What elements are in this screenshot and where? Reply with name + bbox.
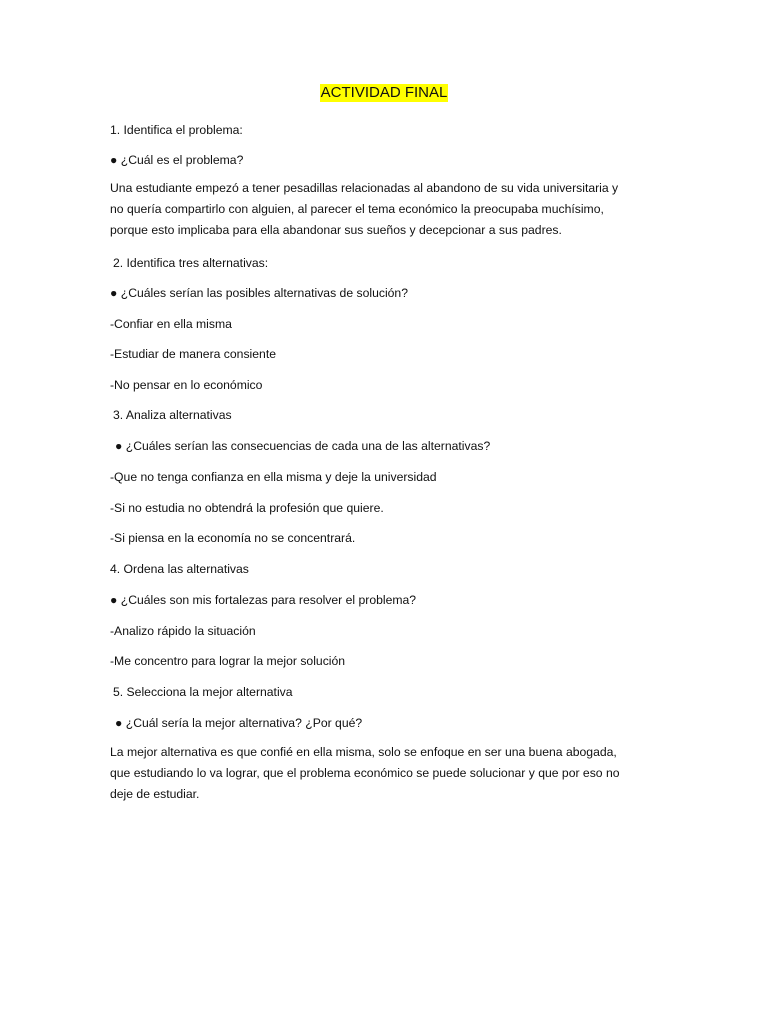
document-title: ACTIVIDAD FINAL: [320, 84, 448, 101]
answer-line: porque esto implicaba para ella abandonar sus sueños y decepcionar a sus padres.: [110, 223, 562, 237]
section-2-item: -No pensar en lo económico: [110, 378, 263, 392]
section-5-answer: [110, 742, 650, 805]
section-1-answer: [110, 178, 650, 241]
section-2-question: ● ¿Cuáles serían las posibles alternativas de solución?: [110, 286, 408, 300]
section-5-heading: 5. Selecciona la mejor alternativa: [113, 685, 293, 699]
answer-line: que estudiando lo va lograr, que el problema económico se puede solucionar y que por eso no: [110, 766, 620, 780]
section-3-question: ● ¿Cuáles serían las consecuencias de cada una de las alternativas?: [115, 439, 491, 453]
section-3-item: -Que no tenga confianza en ella misma y deje la universidad: [110, 470, 437, 484]
answer-line: La mejor alternativa es que confié en ella misma, solo se enfoque en ser una buena abogada,: [110, 745, 617, 759]
section-4-item: -Analizo rápido la situación: [110, 624, 256, 638]
section-1-question: ● ¿Cuál es el problema?: [110, 153, 244, 167]
answer-line: Una estudiante empezó a tener pesadillas relacionadas al abandono de su vida universitaria y: [110, 181, 619, 195]
section-2-item: -Estudiar de manera consiente: [110, 347, 276, 361]
section-3-heading: 3. Analiza alternativas: [113, 408, 232, 422]
section-1-heading: 1. Identifica el problema:: [110, 123, 243, 137]
answer-line: no quería compartirlo con alguien, al parecer el tema económico la preocupaba muchísimo,: [110, 202, 604, 216]
section-4-item: -Me concentro para lograr la mejor solución: [110, 654, 346, 668]
section-3-item: -Si no estudia no obtendrá la profesión que quiere.: [110, 501, 384, 515]
section-4-heading: 4. Ordena las alternativas: [110, 562, 249, 576]
title-container: [0, 84, 768, 102]
section-3-item: -Si piensa en la economía no se concentrará.: [110, 531, 356, 545]
section-4-question: ● ¿Cuáles son mis fortalezas para resolver el problema?: [110, 593, 417, 607]
section-2-heading: 2. Identifica tres alternativas:: [113, 256, 269, 270]
section-2-item: -Confiar en ella misma: [110, 317, 232, 331]
section-5-question: ● ¿Cuál sería la mejor alternativa? ¿Por qué?: [115, 716, 363, 730]
answer-line: deje de estudiar.: [110, 787, 200, 801]
